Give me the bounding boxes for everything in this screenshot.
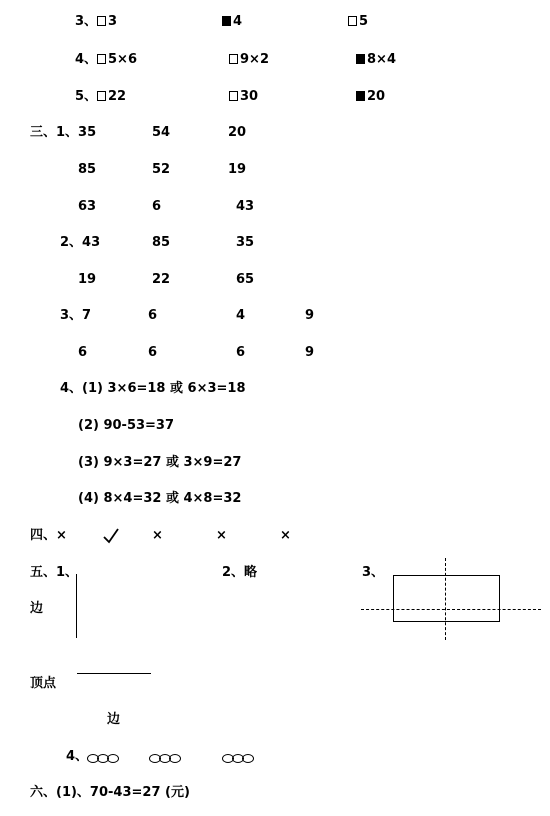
s3-q3-r1-b: 4 <box>236 308 246 323</box>
angle-horizontal-edge <box>77 673 151 674</box>
s5-vertex-label: 顶点 <box>30 676 57 691</box>
s3-q4-p3: (3) 9×3=27 或 3×9=27 <box>78 455 242 470</box>
s2-row3-b: 4 <box>222 14 242 30</box>
checkmark-icon <box>102 527 120 545</box>
circle-icon <box>242 754 254 763</box>
s3-r3-c: 43 <box>236 199 255 214</box>
checkbox-icon <box>348 16 357 26</box>
s3-q3-r2-a: 6 <box>78 345 88 360</box>
s2-row5-a: 22 <box>97 89 126 105</box>
s3-q2-r2-a: 19 <box>78 272 97 287</box>
s4-head: 四、× <box>30 528 67 543</box>
s3-q3-r2-b: 6 <box>148 345 158 360</box>
circle-icon <box>107 754 119 763</box>
s3-q3-r2-c: 6 <box>236 345 246 360</box>
s3-r2-c: 19 <box>228 162 247 177</box>
s2-row3-num: 3、 <box>75 14 98 29</box>
s5-q3: 3、 <box>362 565 385 580</box>
s2-row4-c: 8×4 <box>356 52 396 68</box>
s3-r1-b: 20 <box>228 125 247 140</box>
angle-vertical-edge <box>76 574 77 638</box>
s3-q4-head: 4、(1) 3×6=18 或 6×3=18 <box>60 381 246 396</box>
s3-r1-a: 54 <box>152 125 171 140</box>
checkbox-icon <box>97 16 106 26</box>
s5-q4: 4、 <box>66 749 89 764</box>
s3-q4-p2: (2) 90-53=37 <box>78 418 175 433</box>
s5-head: 五、1、 <box>30 565 79 580</box>
symmetry-rectangle <box>393 575 500 622</box>
circle-group-1 <box>87 752 117 767</box>
s2-row3-c: 5 <box>348 14 368 30</box>
s2-row4-num: 4、 <box>75 52 98 67</box>
s3-r3-a: 63 <box>78 199 97 214</box>
s3-head: 三、1、35 <box>30 125 97 140</box>
symmetry-axis-vertical <box>445 558 446 640</box>
symmetry-axis-horizontal <box>361 609 541 610</box>
s2-row5-c: 20 <box>356 89 385 105</box>
s3-q3-r1-a: 6 <box>148 308 158 323</box>
s2-row5-b: 30 <box>229 89 258 105</box>
s3-q4-p4: (4) 8×4=32 或 4×8=32 <box>78 491 242 506</box>
circle-icon <box>169 754 181 763</box>
checkbox-icon <box>229 91 238 101</box>
s3-q3-r1-c: 9 <box>305 308 315 323</box>
s3-q2-r2-b: 22 <box>152 272 171 287</box>
s4-mark-2: × <box>216 528 227 543</box>
circle-group-3 <box>222 752 252 767</box>
s3-r2-a: 85 <box>78 162 97 177</box>
s3-q3-r2-d: 9 <box>305 345 315 360</box>
checked-box-icon <box>222 16 231 26</box>
checked-box-icon <box>356 91 365 101</box>
checkbox-icon <box>229 54 238 64</box>
s5-q2: 2、略 <box>222 565 258 580</box>
s4-mark-3: × <box>280 528 291 543</box>
circle-group-2 <box>149 752 179 767</box>
s5-edge-label: 边 <box>30 601 44 616</box>
s2-row4-b: 9×2 <box>229 52 269 68</box>
s2-row3-a: 3 <box>97 14 117 30</box>
s3-r2-b: 52 <box>152 162 171 177</box>
s3-q2-r1-a: 85 <box>152 235 171 250</box>
s3-q2-r2-c: 65 <box>236 272 255 287</box>
s3-q2-r1-b: 35 <box>236 235 255 250</box>
s4-mark-1: × <box>152 528 163 543</box>
s2-row5-num: 5、 <box>75 89 98 104</box>
s3-q2-head: 2、43 <box>60 235 101 250</box>
s3-r3-b: 6 <box>152 199 162 214</box>
s5-edge-label-2: 边 <box>107 712 121 727</box>
checked-box-icon <box>356 54 365 64</box>
s3-q3-head: 3、7 <box>60 308 92 323</box>
s2-row4-a: 5×6 <box>97 52 137 68</box>
checkbox-icon <box>97 91 106 101</box>
s6-head: 六、(1)、70-43=27 (元) <box>30 785 190 800</box>
checkbox-icon <box>97 54 106 64</box>
